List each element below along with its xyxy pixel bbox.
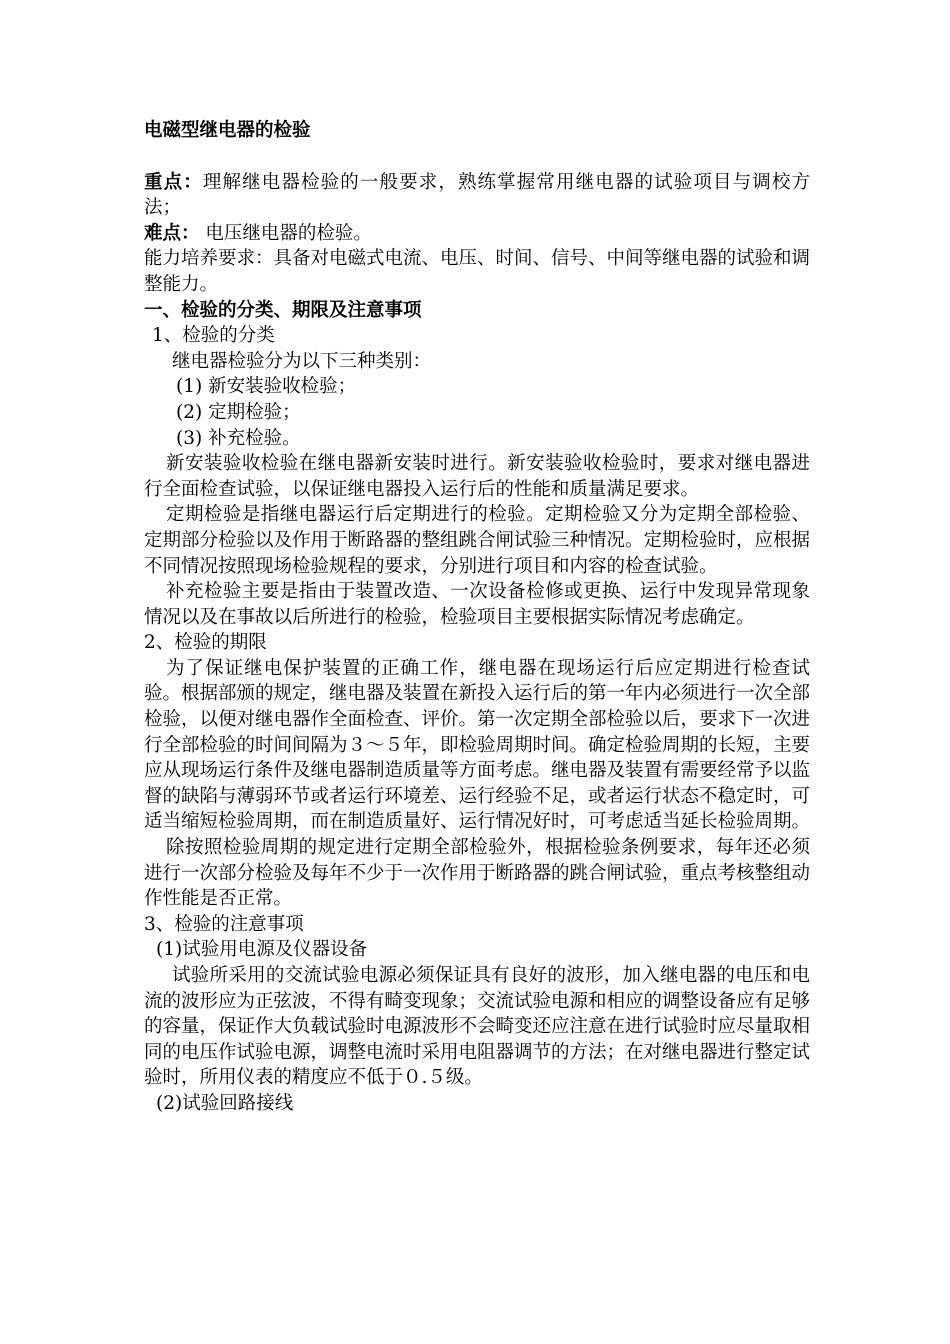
- list-item: (2) 定期检验；: [176, 401, 301, 423]
- sub3-heading: 3、检验的注意事项: [144, 913, 304, 935]
- document-page: [144, 118, 810, 1117]
- document-title: 电磁型继电器的检验: [144, 120, 311, 141]
- sub1-paragraph-periodic: 定期检验是指继电器运行后定期进行的检验。定期检验又分为定期全部检验、定期部分检验以及作用于断路器的整组跳合闸试验三种情况。定期检验时，应根据不同情况按照现场检验规程的要求，分别进行项目和内容的检查试验。: [144, 504, 811, 577]
- difficulty-paragraph: [144, 221, 810, 247]
- difficulty-text: 电压继电器的检验。: [199, 222, 372, 244]
- sub2-paragraph-period: 为了保证继电保护装置的正确工作，继电器在现场运行后应定期进行检查试验。根据部颁的规定，继电器及装置在新投入运行后的第一年内必须进行一次全部检验，以便对继电器作全面检查、评价。第一次定期全部检验以后，要求下一次进行全部检验的时间间隔为３～５年，即检验周期时间。确定检验周期的长短，主要应从现场运行条件及继电器制造质量等方面考虑。继电器及装置有需要经常予以监督的缺陷与薄弱环节或者运行环境差、运行经验不足，或者运行状态不稳定时，可适当缩短检验周期，而在制造质量好、运行情况好时，可考虑适当延长检验周期。: [144, 657, 811, 833]
- sub1-heading: 1、检验的分类: [152, 325, 275, 347]
- sub1-paragraph-new-install: 新安装验收检验在继电器新安装时进行。新安装验收检验时，要求对继电器进行全面检查试验，以保证继电器投入运行后的性能和质量满足要求。: [144, 453, 810, 500]
- list-item: (1) 新安装验收检验；: [176, 376, 357, 398]
- key-points-text: 理解继电器检验的一般要求，熟练掌握常用继电器的试验项目与调校方法；: [144, 171, 810, 219]
- list-item: (3) 补充检验。: [176, 427, 301, 449]
- key-points-paragraph: [144, 170, 810, 221]
- sub1-intro: 继电器检验分为以下三种类别：: [172, 350, 432, 372]
- difficulty-label: 难点：: [144, 222, 200, 244]
- sub3-item-wiring: (2)试验回路接线: [156, 1092, 294, 1114]
- ability-paragraph: 能力培养要求：具备对电磁式电流、电压、时间、信号、中间等继电器的试验和调整能力。: [144, 248, 811, 295]
- sub3-item-power-supply: (1)试验用电源及仪器设备: [156, 939, 368, 961]
- key-points-label: 重点：: [144, 171, 203, 193]
- sub2-heading: 2、检验的期限: [144, 632, 267, 654]
- sub3-paragraph-power-supply: 试验所采用的交流试验电源必须保证具有良好的波形，加入继电器的电压和电流的波形应为正弦波，不得有畸变现象；交流试验电源和相应的调整设备应有足够的容量，保证作大负载试验时电源波形不会畸变还应注意在进行试验时应尽量取相同的电压作试验电源，调整电流时采用电阻器调节的方法；在对继电器进行整定试验时，所用仪表的精度应不低于０.５级。: [144, 965, 811, 1089]
- sub1-paragraph-supplementary: 补充检验主要是指由于装置改造、一次设备检修或更换、运行中发现异常现象情况以及在事故以后所进行的检验，检验项目主要根据实际情况考虑确定。: [144, 581, 810, 628]
- sub2-paragraph-additional: 除按照检验周期的规定进行定期全部检验外，根据检验条例要求，每年还必须进行一次部分检验及每年不少于一次作用于断路器的跳合闸试验，重点考核整组动作性能是否正常。: [144, 837, 811, 910]
- section1-heading: 一、检验的分类、期限及注意事项: [144, 299, 422, 321]
